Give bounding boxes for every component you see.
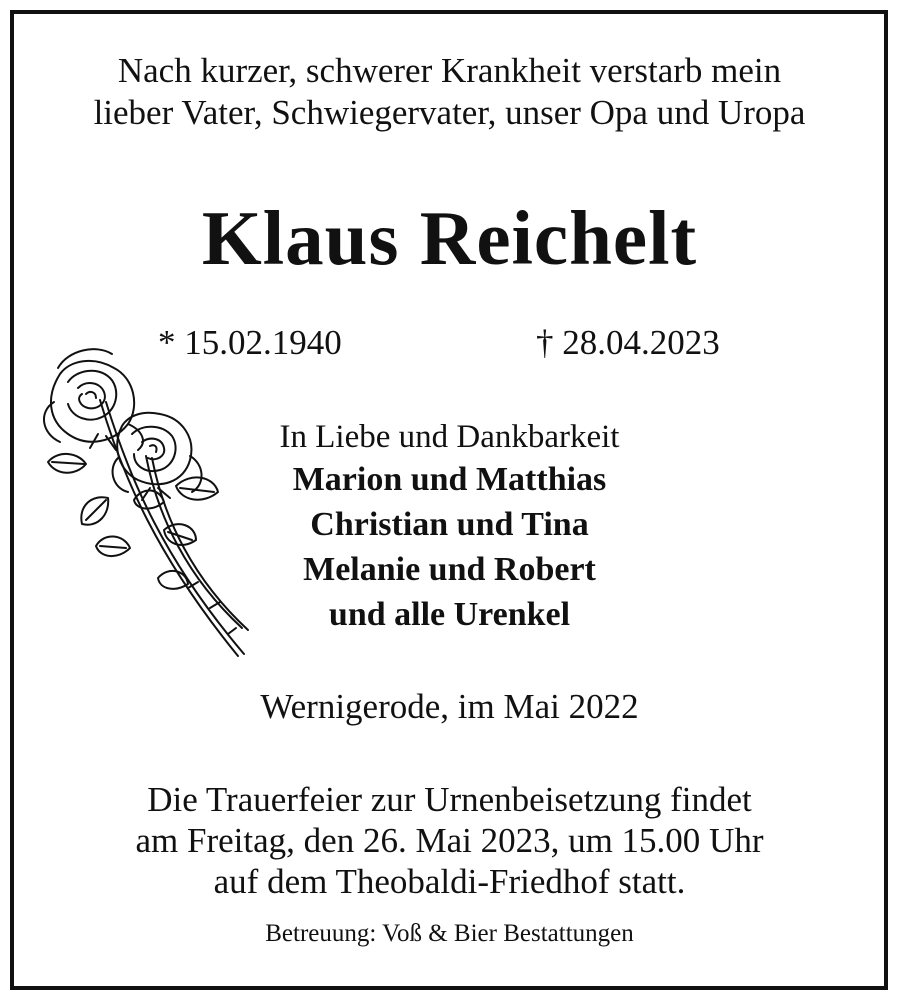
death-date: † 28.04.2023 xyxy=(536,323,720,362)
mourner-name: Marion und Matthias xyxy=(292,461,607,498)
intro-line-1: Nach kurzer, schwerer Krankheit verstarb mein xyxy=(117,51,782,90)
ceremony-line-3: auf dem Theobaldi-Friedhof statt. xyxy=(213,862,686,901)
birth-date: * 15.02.1940 xyxy=(158,323,342,362)
ceremony-line-1: Die Trauerfeier zur Urnenbeisetzung findet xyxy=(147,780,752,819)
mourner-name: und alle Urenkel xyxy=(328,596,571,633)
mourner-name: Melanie und Robert xyxy=(303,551,596,588)
deceased-name: Klaus Reichelt xyxy=(201,195,698,281)
place-and-date: Wernigerode, im Mai 2022 xyxy=(260,687,639,726)
intro-text xyxy=(0,50,899,134)
ceremony-info xyxy=(0,779,899,902)
mourner-name: Christian und Tina xyxy=(310,506,589,543)
funeral-home-credit: Betreuung: Voß & Bier Bestattungen xyxy=(265,920,634,947)
ceremony-line-2: am Freitag, den 26. Mai 2023, um 15.00 Uhr xyxy=(135,821,764,860)
intro-line-2: lieber Vater, Schwiegervater, unser Opa und Uropa xyxy=(93,93,806,132)
mourners-intro: In Liebe und Dankbarkeit xyxy=(279,419,620,455)
